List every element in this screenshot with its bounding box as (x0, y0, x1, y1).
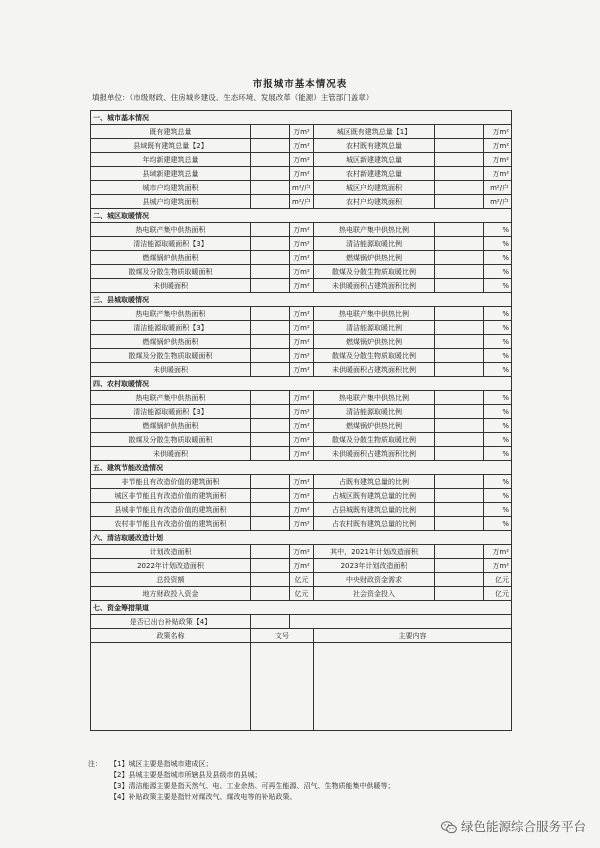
right-item-label: 占既有建筑总量的比例 (314, 475, 435, 489)
table-row (91, 391, 512, 405)
left-value-cell[interactable] (251, 265, 290, 279)
right-unit: % (484, 475, 512, 489)
left-unit: 万m² (290, 349, 314, 363)
right-unit: 万m² (484, 139, 512, 153)
right-value-cell[interactable] (435, 223, 484, 237)
left-item-label: 燃煤锅炉供热面积 (91, 335, 251, 349)
left-value-cell[interactable] (251, 475, 290, 489)
page-title: 市报城市基本情况表 (252, 79, 348, 90)
right-item-label: 燃煤锅炉供热比例 (314, 335, 435, 349)
left-value-cell[interactable] (251, 363, 290, 377)
left-value-cell[interactable] (251, 391, 290, 405)
left-unit: 万m² (290, 251, 314, 265)
left-item-label: 热电联产集中供热面积 (91, 391, 251, 405)
watermark (441, 817, 586, 835)
table-row (91, 237, 512, 251)
city-info-table (90, 110, 512, 731)
subsidy-answer-fill[interactable] (290, 615, 512, 629)
subsidy-question-label: 是否已出台补贴政策【4】 (91, 615, 251, 629)
right-value-cell[interactable] (435, 237, 484, 251)
section-header-row (91, 111, 512, 125)
left-item-label: 农村非节能且有改造价值的建筑面积 (91, 517, 251, 531)
right-unit: % (484, 223, 512, 237)
left-unit: 万m² (290, 489, 314, 503)
right-unit: 万m² (484, 545, 512, 559)
left-unit: 万m² (290, 447, 314, 461)
left-item-label: 城市户均建筑面积 (91, 181, 251, 195)
section-title: 一、城市基本情况 (91, 111, 512, 125)
left-item-label: 既有建筑总量 (91, 125, 251, 139)
right-value-cell[interactable] (435, 475, 484, 489)
table-row (91, 503, 512, 517)
left-value-cell[interactable] (251, 307, 290, 321)
right-item-label: 农村新建建筑总量 (314, 167, 435, 181)
right-item-label: 热电联产集中供热比例 (314, 391, 435, 405)
table-row (91, 139, 512, 153)
right-unit: % (484, 279, 512, 293)
right-item-label: 中央财政资金需求 (314, 573, 435, 587)
left-item-label: 县城非节能且有改造价值的建筑面积 (91, 503, 251, 517)
left-item-label: 总投资额 (91, 573, 251, 587)
right-value-cell[interactable] (435, 181, 484, 195)
right-unit: m²/户 (484, 195, 512, 209)
left-item-label: 未供暖面积 (91, 279, 251, 293)
right-value-cell[interactable] (435, 503, 484, 517)
right-value-cell[interactable] (435, 489, 484, 503)
right-unit: % (484, 447, 512, 461)
right-item-label: 社会资金投入 (314, 587, 435, 601)
right-unit: % (484, 489, 512, 503)
right-item-label: 散煤及分散生物质取暖比例 (314, 265, 435, 279)
left-unit: 亿元 (290, 573, 314, 587)
table-row (91, 475, 512, 489)
table-row (91, 349, 512, 363)
section-title: 七、资金筹措渠道 (91, 601, 512, 615)
table-row (91, 153, 512, 167)
left-item-label: 清洁能源取暖面积【3】 (91, 321, 251, 335)
right-value-cell[interactable] (435, 559, 484, 573)
right-item-label: 农村户均建筑面积 (314, 195, 435, 209)
left-item-label: 2022年计划改造面积 (91, 559, 251, 573)
policy-doc-cell[interactable] (251, 643, 314, 731)
table-row (91, 251, 512, 265)
left-value-cell[interactable] (251, 139, 290, 153)
right-value-cell[interactable] (435, 545, 484, 559)
table-row (91, 321, 512, 335)
left-value-cell[interactable] (251, 195, 290, 209)
right-unit: % (484, 265, 512, 279)
left-value-cell[interactable] (251, 125, 290, 139)
policy-entry-row (91, 643, 512, 731)
right-unit: % (484, 391, 512, 405)
policy-columns-row (91, 629, 512, 643)
left-item-label: 县域新建建筑总量 (91, 167, 251, 181)
left-unit: 万m² (290, 419, 314, 433)
left-value-cell[interactable] (251, 559, 290, 573)
table-row (91, 517, 512, 531)
right-item-label: 占城区既有建筑总量的比例 (314, 489, 435, 503)
right-unit: 亿元 (484, 587, 512, 601)
left-value-cell[interactable] (251, 279, 290, 293)
left-item-label: 县城户均建筑面积 (91, 195, 251, 209)
right-value-cell[interactable] (435, 517, 484, 531)
right-unit: % (484, 363, 512, 377)
section-header-row (91, 377, 512, 391)
section-header-row (91, 209, 512, 223)
table-row (91, 335, 512, 349)
table-row (91, 489, 512, 503)
right-unit: % (484, 503, 512, 517)
left-item-label: 非节能且有改造价值的建筑面积 (91, 475, 251, 489)
right-unit: 亿元 (484, 573, 512, 587)
right-value-cell[interactable] (435, 195, 484, 209)
left-value-cell[interactable] (251, 251, 290, 265)
note-item: 【4】补贴政策主要是指针对煤改气、煤改电等的补贴政策。 (110, 793, 297, 801)
table-row (91, 419, 512, 433)
right-unit: 万m² (484, 559, 512, 573)
left-unit: 万m² (290, 405, 314, 419)
policy-content-cell[interactable] (314, 643, 512, 731)
left-value-cell[interactable] (251, 321, 290, 335)
left-value-cell[interactable] (251, 335, 290, 349)
left-item-label: 地方财政投入资金 (91, 587, 251, 601)
policy-name-cell[interactable] (91, 643, 251, 731)
table-row (91, 363, 512, 377)
note-item: 【1】城区主要是指城市建成区； (110, 760, 213, 768)
left-unit: 万m² (290, 391, 314, 405)
left-value-cell[interactable] (251, 489, 290, 503)
right-item-label: 未供暖面积占建筑面积比例 (314, 363, 435, 377)
left-item-label: 未供暖面积 (91, 447, 251, 461)
right-item-label: 城区新建建筑总量 (314, 153, 435, 167)
right-value-cell[interactable] (435, 125, 484, 139)
left-value-cell[interactable] (251, 181, 290, 195)
left-item-label: 城区非节能且有改造价值的建筑面积 (91, 489, 251, 503)
right-item-label: 城区户均建筑面积 (314, 181, 435, 195)
left-unit: 万m² (290, 335, 314, 349)
right-unit: % (484, 517, 512, 531)
right-unit: % (484, 335, 512, 349)
right-unit: % (484, 433, 512, 447)
left-unit: 万m² (290, 223, 314, 237)
table-row (91, 223, 512, 237)
section-header-row (91, 461, 512, 475)
left-unit: 万m² (290, 279, 314, 293)
section-title: 五、建筑节能改造情况 (91, 461, 512, 475)
left-item-label: 未供暖面积 (91, 363, 251, 377)
left-value-cell[interactable] (251, 237, 290, 251)
left-item-label: 热电联产集中供热面积 (91, 223, 251, 237)
left-unit: 万m² (290, 517, 314, 531)
right-item-label: 2023年计划改造面积 (314, 559, 435, 573)
right-item-label: 清洁能源取暖比例 (314, 321, 435, 335)
right-value-cell[interactable] (435, 405, 484, 419)
watermark-text: 绿色能源综合服务平台 (460, 819, 586, 834)
subsidy-answer-cell[interactable] (251, 615, 290, 629)
right-value-cell[interactable] (435, 349, 484, 363)
note-item: 【3】清洁能源主要是指天然气、电、工业余热、可再生能源、沼气、生物质能集中供暖等； (110, 782, 395, 790)
right-item-label: 燃煤锅炉供热比例 (314, 251, 435, 265)
left-unit: 亿元 (290, 587, 314, 601)
table-row (91, 573, 512, 587)
right-value-cell[interactable] (435, 321, 484, 335)
left-value-cell[interactable] (251, 447, 290, 461)
note-item: 【2】县城主要是指城市所辖县及县级市的县城； (110, 771, 262, 779)
left-unit: 万m² (290, 153, 314, 167)
left-unit: 万m² (290, 545, 314, 559)
table-row (91, 125, 512, 139)
left-value-cell[interactable] (251, 167, 290, 181)
right-value-cell[interactable] (435, 587, 484, 601)
table-row (91, 265, 512, 279)
left-unit: 万m² (290, 503, 314, 517)
right-unit: 万m² (484, 125, 512, 139)
left-unit: 万m² (290, 237, 314, 251)
right-unit: % (484, 251, 512, 265)
right-item-label: 农村既有建筑总量 (314, 139, 435, 153)
right-value-cell[interactable] (435, 153, 484, 167)
left-unit: 万m² (290, 363, 314, 377)
table-row (91, 587, 512, 601)
policy-name-header: 政策名称 (91, 629, 251, 643)
right-value-cell[interactable] (435, 335, 484, 349)
right-item-label: 其中，2021年计划改造面积 (314, 545, 435, 559)
left-unit: m²/户 (290, 195, 314, 209)
right-unit: 万m² (484, 167, 512, 181)
right-value-cell[interactable] (435, 139, 484, 153)
right-unit: % (484, 307, 512, 321)
right-item-label: 热电联产集中供热比例 (314, 307, 435, 321)
table-row (91, 559, 512, 573)
left-value-cell[interactable] (251, 503, 290, 517)
left-unit: 万m² (290, 125, 314, 139)
right-value-cell[interactable] (435, 279, 484, 293)
left-value-cell[interactable] (251, 545, 290, 559)
right-unit: % (484, 237, 512, 251)
left-value-cell[interactable] (251, 433, 290, 447)
section-header-row (91, 531, 512, 545)
right-value-cell[interactable] (435, 433, 484, 447)
right-unit: m²/户 (484, 181, 512, 195)
table-row (91, 307, 512, 321)
right-item-label: 散煤及分散生物质取暖比例 (314, 349, 435, 363)
right-item-label: 未供暖面积占建筑面积比例 (314, 447, 435, 461)
table-row (91, 545, 512, 559)
right-value-cell[interactable] (435, 447, 484, 461)
left-item-label: 计划改造面积 (91, 545, 251, 559)
left-unit: 万m² (290, 475, 314, 489)
left-item-label: 清洁能源取暖面积【3】 (91, 237, 251, 251)
right-item-label: 燃煤锅炉供热比例 (314, 419, 435, 433)
left-item-label: 散煤及分散生物质取暖面积 (91, 349, 251, 363)
wechat-icon (441, 821, 457, 834)
left-unit: 万m² (290, 167, 314, 181)
left-item-label: 清洁能源取暖面积【3】 (91, 405, 251, 419)
table-row (91, 447, 512, 461)
right-value-cell[interactable] (435, 265, 484, 279)
section-header-row (91, 601, 512, 615)
left-unit: 万m² (290, 321, 314, 335)
footnotes (88, 759, 394, 803)
section-title: 四、农村取暖情况 (91, 377, 512, 391)
right-item-label: 城区既有建筑总量【1】 (314, 125, 435, 139)
right-value-cell[interactable] (435, 391, 484, 405)
left-unit: 万m² (290, 139, 314, 153)
table-row (91, 279, 512, 293)
section-title: 二、城区取暖情况 (91, 209, 512, 223)
section-header-row (91, 293, 512, 307)
subsidy-question-row (91, 615, 512, 629)
right-item-label: 未供暖面积占建筑面积比例 (314, 279, 435, 293)
left-unit: 万m² (290, 559, 314, 573)
left-value-cell[interactable] (251, 419, 290, 433)
left-item-label: 散煤及分散生物质取暖面积 (91, 433, 251, 447)
table-row (91, 167, 512, 181)
right-value-cell[interactable] (435, 251, 484, 265)
left-item-label: 热电联产集中供热面积 (91, 307, 251, 321)
left-value-cell[interactable] (251, 405, 290, 419)
right-item-label: 清洁能源取暖比例 (314, 405, 435, 419)
table-row (91, 433, 512, 447)
right-item-label: 散煤及分散生物质取暖比例 (314, 433, 435, 447)
left-value-cell[interactable] (251, 153, 290, 167)
right-unit: % (484, 419, 512, 433)
right-item-label: 占农村既有建筑总量的比例 (314, 517, 435, 531)
right-unit: % (484, 349, 512, 363)
left-item-label: 年均新建建筑总量 (91, 153, 251, 167)
right-value-cell[interactable] (435, 307, 484, 321)
policy-content-header: 主要内容 (314, 629, 512, 643)
right-item-label: 清洁能源取暖比例 (314, 237, 435, 251)
right-item-label: 占县城既有建筑总量的比例 (314, 503, 435, 517)
left-value-cell[interactable] (251, 223, 290, 237)
right-value-cell[interactable] (435, 363, 484, 377)
left-unit: 万m² (290, 433, 314, 447)
left-item-label: 燃煤锅炉供热面积 (91, 251, 251, 265)
right-value-cell[interactable] (435, 419, 484, 433)
left-value-cell[interactable] (251, 587, 290, 601)
left-item-label: 燃煤锅炉供热面积 (91, 419, 251, 433)
table-row (91, 181, 512, 195)
left-value-cell[interactable] (251, 517, 290, 531)
left-value-cell[interactable] (251, 349, 290, 363)
table-row (91, 195, 512, 209)
right-unit: % (484, 321, 512, 335)
left-item-label: 散煤及分散生物质取暖面积 (91, 265, 251, 279)
right-value-cell[interactable] (435, 573, 484, 587)
left-value-cell[interactable] (251, 573, 290, 587)
reporting-unit-line: 填报单位：（市级财政、住房城乡建设、生态环境、发展改革（能源）主管部门盖章） (92, 93, 374, 102)
policy-doc-header: 文号 (251, 629, 314, 643)
right-item-label: 热电联产集中供热比例 (314, 223, 435, 237)
notes-lead: 注： (88, 760, 102, 768)
section-title: 六、清洁取暖改造计划 (91, 531, 512, 545)
right-unit: 万m² (484, 153, 512, 167)
right-value-cell[interactable] (435, 167, 484, 181)
left-unit: 万m² (290, 307, 314, 321)
left-item-label: 县域既有建筑总量【2】 (91, 139, 251, 153)
left-unit: m²/户 (290, 181, 314, 195)
right-unit: % (484, 405, 512, 419)
section-title: 三、县城取暖情况 (91, 293, 512, 307)
left-unit: 万m² (290, 265, 314, 279)
table-row (91, 405, 512, 419)
